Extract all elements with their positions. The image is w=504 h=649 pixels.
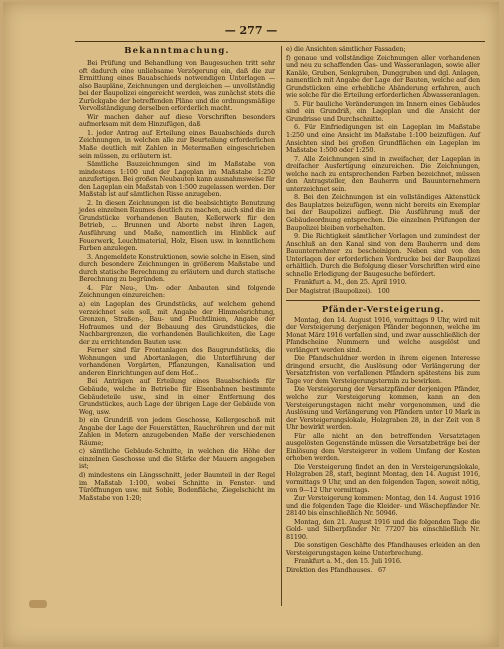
paragraph: Montag, den 21. August 1916 und die folgenden Tage die Gold- und Silberpfänder Nr. 77207 bis einschließlich Nr. 81190. [286,517,480,541]
paragraph: 3. Angemeldete Konstruktionen, sowie solche in Eisen, sind durch besondere Zeichnungen in größerem Maßstabe und durch statische Berechnung zu erläutern und durch statische Berechnung zu begründen. [79,252,275,284]
signature-line [286,567,480,575]
authority: Direktion des Pfandhauses. [286,566,373,574]
paragraph: a) ein Lageplan des Grundstücks, auf welchem gehend verzeichnet sein soll, mit Angabe der Himmelsrichtung, Grenzen, Straßen-, Bau- und Fluchtlinien, Angabe der Hofraumes und der Bebauung des Grundstückes, die Nachbargrenzen, die vorhandenen Baulichkeiten, die Lage der zu errichtenden Bauten usw. [79,299,275,346]
announcement-title: Bekanntmachung. [124,46,230,56]
paragraph: Zur Versteigerung kommen: Montag, den 14. August 1916 und die folgenden Tage die Kleider- und Wäschepfänder Nr. 28140 bis einschließlich Nr. 50946. [286,494,480,518]
page-number: — 277 — [224,24,278,37]
paragraph: c) sämtliche Gebäude-Schnitte, in welchen die Höhe der einzelnen Geschosse und die Stärke der Mauern angegeben ist; [79,447,275,471]
place-date: Frankfurt a. M., den 15. Juli 1916. [294,557,402,566]
paragraph: 7. Alle Zeichnungen sind in zweifacher, der Lageplan in dreifacher Ausfertigung einzureichen. Die Zeichnungen, welche nach zu entsprechenden Farben bezeichnet, müssen den Antragsteller, den Bauherrn und Bauunternehmern unterzeichnet sein. [286,154,480,193]
paragraph: Die sonstigen Geschäfte des Pfandhauses erleiden an den Versteigerungstagen keine Unterbrechung. [286,541,480,557]
page-header [3,24,499,38]
paragraph: d) mindestens ein Längsschnitt, jeder Baumteil in der Regel im Maßstab 1:100, wobei Schnitte in Fenster- und Türöffnungen usw. mit Sohle, Bodenfläche, Ziegelschicht im Maßstabe von 1:20; [79,470,275,502]
notice-code: 67 [377,566,386,574]
auction-title: Pfänder-Versteigerung. [321,303,445,314]
paragraph: Wir machen daher auf diese Vorschriften besonders aufmerksam mit dem Hinzufügen, daß [79,112,275,129]
paragraph: Die Versteigerung der Versatzpfänder derjenigen Pfänder, welche zur Versteigerung kommen, kann an den Versteigerungstagen nicht mehr vorgenommen, und die Auslösung und Verlängerung von Pfändern unter 10 Mark in der Versteigerungslokale, Holzgraben 28, in der Zeit von 8 Uhr bewirkt werden. [286,385,480,432]
paragraph: Bei Prüfung und Behandlung von Baugesuchen tritt sehr oft dadurch eine unliebsame Verzögerung ein, daß die zur Ermittlung eines Bauabschieds notwendigen Unterlagen — also Baupläne, Zeichnungen und dergleichen — unvollständig bei der Baupolizei eingereicht werden, was zunächst stets die Zurückgabe der betreffenden Pläne und die ordnungsmäßige Vervollständigung derselben erforderlich macht. [79,59,275,113]
column-divider [281,46,282,606]
paragraph: Ferner sind für Frontanlagen des Baugrundstücks, die Wohnungen und Abortanlagen, die Unterführung der vorhandenen Vorgärten, Pflanzungen, Kanalisation und anderen Einrichtungen auf dem Hof... [79,346,275,377]
paragraph: Die Versteigerung findet an den in Versteigerungslokale, Holzgraben 28, statt, beginnt Montag, den 14. August 1916, vormittags 9 Uhr, und an den folgenden Tagen, soweit nötig, von 9—12 Uhr vormittags. [286,462,480,494]
paragraph: Montag, den 14. August 1916, vormittags 9 Uhr, wird mit der Versteigerung derjenigen Pfänder begonnen, welche im Monat März 1916 verfallen sind, und zwar ausschließlich der Pfandscheine Nummern und welche ausgelöst und verlängert werden sind. [286,315,480,354]
paragraph: 2. In diesen Zeichnungen ist die beabsichtigte Benutzung jedes einzelnen Raumes deutlich zu machen, auch sind die im Grundstücke vorhandenen Bauten, Kellerwerk für den Betrieb, ... Brunnen und Aborte nebst ihren Lagen, Ausführung und Maße, namentlich im Hinblick auf Feuerwerk, Leuchtmaterial, Holz, Eisen usw. in kenntlichem Farben anzulegen. [79,198,275,253]
paragraph: 6. Für Einfriedigungen ist ein Lageplan im Maßstabe 1:250 und eine Ansicht im Maßstabe 1:100 beizufügen. Auf Ansichten sind bei großen Grundflächen ein Lageplan im Maßstabe 1:500 oder 1:250. [286,123,480,155]
notice-code: 100 [377,286,390,295]
paragraph: 8. Bei den Zeichnungen ist ein vollständiges Aktenstück des Bauplatzes beizufügen, wenn nicht bereits ein Exemplar bei der Baupolizei aufliegt. Die Ausführung muß der Gebäudeordnung entsprechen. Die einzelnen Prüfungen der Baupolizei bleiben vorbehalten. [286,193,480,232]
paragraph: Die Pfandschuldner werden in ihrem eigenen Interesse dringend ersucht, die Auslösung oder Verlängerung der Versatzfristen von verfallenen Pfändern spätestens bis zum Tage vor dem Versteigerungstermin zu bewirken. [286,354,480,385]
paragraph: 1. jeder Antrag auf Erteilung eines Bauabschieds durch Zeichnungen, in welchen alle zur Beurteilung erforderlichen Maße deutlich mit Zahlen in Metermaßen eingeschrieben sein müssen, zu erläutern ist. [79,128,275,160]
paragraph: 4. Für Neu-, Um- oder Anbauten sind folgende Zeichnungen einzureichen: [79,283,275,300]
right-column [286,46,480,576]
place-date: Frankfurt a. M., den 25. April 1910. [294,278,407,287]
signature-line [286,288,480,296]
paragraph: Sämtliche Bauzeichnungen sind im Maßstabe von mindestens 1:100 und der Lageplan im Maßstabe 1:250 anzufertigen. Bei großen Neubauten kann ausnahmsweise für den Lageplan ein Maßstab von 1:500 zugelassen werden. Der Maßstab ist auf sämtlichen Risse anzugeben. [79,160,275,199]
paragraph: 5. Für bauliche Veränderungen im Innern eines Gebäudes sind ein Grundriß, ein Lageplan und die Ansicht der Grundrisse und Durchschnitte. [286,99,480,123]
paragraph: f) genaue und vollständige Zeichnungen aller vorhandenen und neu zu schaffenden Gas- und Wasseranlagen, sowie aller Kanäle, Gruben, Senkgruben, Dunggruben und dgl. Anlagen, namentlich mit Angabe der Lage der Bauten, welche auf den Grundstücken eine erhebliche Abänderung erfahren, auch wie solche für die Erteilung erforderlichen Abwasseranlagen. [286,53,480,100]
paragraph: e) die Ansichten sämtlicher Fassaden; [286,45,406,53]
newspaper-page [3,2,499,647]
header-rule [75,41,485,42]
paragraph: Für alle nicht an den betreffenden Versatztagen ausgelösten Gegenstände müssen die Versatzbeträge bei der Einlösung dem Versteigerer in vollem Umfang der Kosten erhoben werden. [286,431,480,463]
authority: Der Magistrat (Baupolizei). [286,286,372,295]
library-stamp [29,600,47,608]
paragraph: b) ein Grundriß von jedem Geschosse, Kellergeschoß mit Angabe der Lage der Feuerstätten, Rauchröhren und der mit Zahlen in Metern anzugebenden Maße der verschiedenen Räume; [79,416,275,447]
left-column [79,46,275,503]
section-separator [286,300,480,301]
paragraph: Bei Anträgen auf Erteilung eines Bauabschieds für Gebäude, welche in Betriebe für Eisenbahnen bestimmte Gebäudeteile usw., sind in einer Entfernung des Grundstückes, auch Lage der übrigen Lage der Gebäude von Weg, usw. [79,377,275,416]
paragraph: 9. Die Richtigkeit sämtlicher Vorlagen und zumindest der Anschluß an den Kanal sind von dem Bauherrn und dem Bauunternehmer zu bescheinigen. Neben sind von den Unterlagen der erforderlichen Vordrucke bei der Baupolizei erhältlich. Durch die Befolgung dieser Vorschriften wird eine schnelle Erledigung der Baugesuche befördert. [286,232,480,278]
